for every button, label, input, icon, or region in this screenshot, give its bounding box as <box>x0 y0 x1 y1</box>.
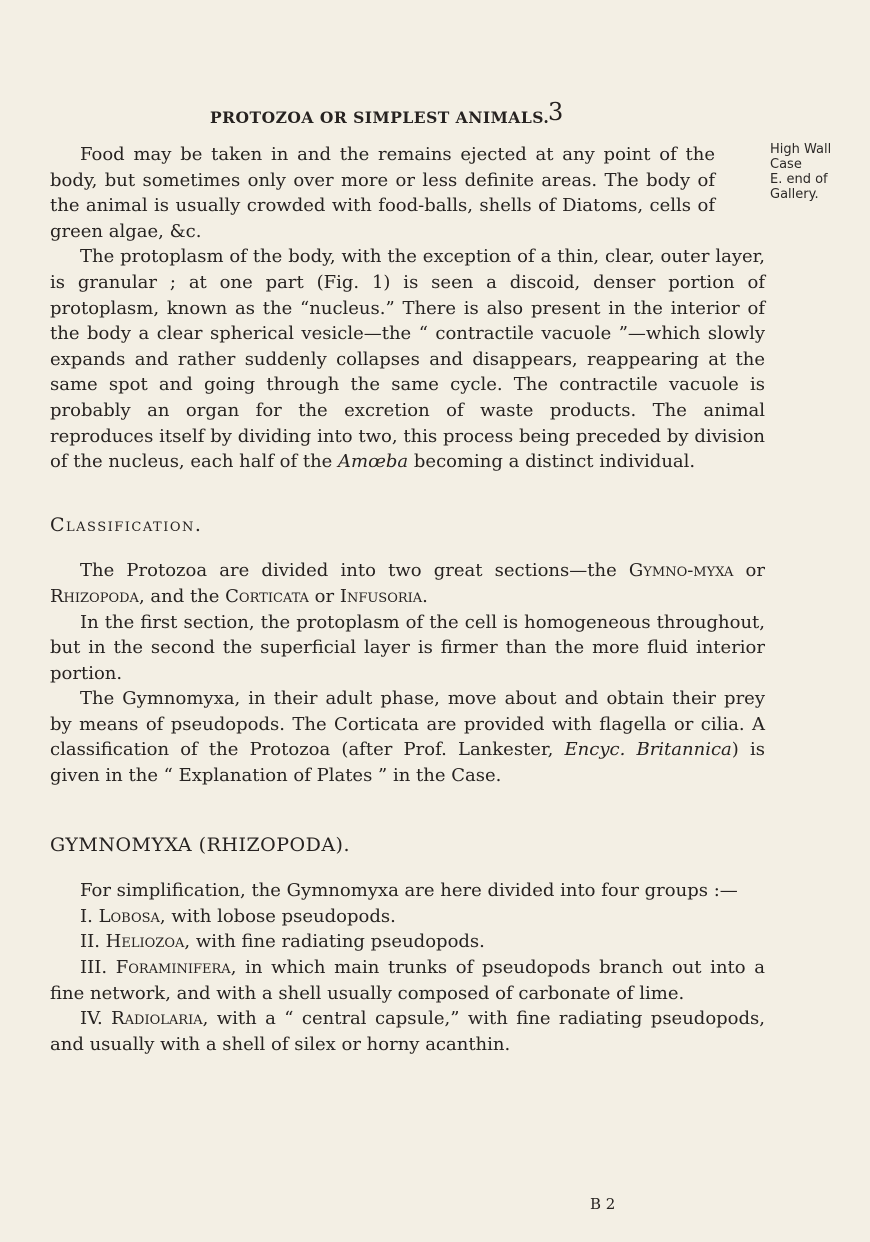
italic-term: Amœba <box>338 451 409 473</box>
group-description: , with a “ central capsule,” with fine radiating pseudopods, and usually with a shell of silex or horny acanthin. <box>50 1008 766 1055</box>
group-description: , with fine radiating pseudopods. <box>184 931 485 953</box>
section-heading-classification: Classification. <box>50 513 203 536</box>
group-number: IV. <box>80 1008 112 1030</box>
paragraph-text: or <box>308 585 340 607</box>
paragraph-text: The Gymnomyxa, in their adult phase, move about and obtain their prey by means of pseudopods. The Corticata are provided with flagella or cilia. A classification of the Protozoa (after Prof. Lankester, <box>50 688 765 761</box>
marginal-line: E. end of <box>770 172 828 187</box>
paragraph-text: The protoplasm of the body, with the exception of a thin, clear, outer layer, is granular ; at one part (Fig. 1) is seen a discoid, denser portion of protoplasm, known as the “nucleus.” There is also present in the interior of the body a clear spherical vesicle—the “ contractile vacuole ”—which slowly expands and rather suddenly collapses and disappears, reappearing at the same spot and going through the same cycle. The contractile vacuole is probably an organ for the excretion of waste products. The animal reproduces itself by dividing into two, this process being preceded by division of the nucleus, each half of the <box>50 246 765 473</box>
group-item-heliozoa <box>50 929 765 955</box>
paragraph-food: Food may be taken in and the remains ejected at any point of the body, but sometimes only over more or less definite areas. The body of the animal is usually crowded with food-balls, shells of Diatoms, cells of green algae, &c. <box>50 144 715 242</box>
group-item-radiolaria <box>50 1006 765 1057</box>
body-text <box>50 142 765 1057</box>
paragraph-text: or <box>733 560 765 582</box>
term-infusoria: Infusoria <box>339 585 423 607</box>
group-item-foraminifera <box>50 955 765 1006</box>
italic-reference: Encyc. Britannica <box>564 739 732 761</box>
term-gymnomyxa: Gymno-myxa <box>628 560 734 582</box>
group-name: Foraminifera <box>115 957 231 979</box>
paragraph-text: ) is given in the “ Explanation of Plates ” in the Case. <box>50 739 765 787</box>
paragraph-text: The Protozoa are divided into two great sections—the <box>80 560 629 582</box>
group-number: I. <box>80 905 99 927</box>
paragraph-first-section: In the first section, the protoplasm of the cell is homogeneous throughout, but in the second the superficial layer is firmer than the more fluid interior portion. <box>50 611 765 684</box>
section-heading-gymnomyxa: GYMNOMYXA (RHIZOPODA). <box>50 833 350 856</box>
paragraph-sections <box>50 558 765 609</box>
group-item-lobosa <box>50 904 765 930</box>
page-number: 3 <box>548 98 564 126</box>
paragraph-text: becoming a distinct individual. <box>408 451 696 473</box>
paragraph-groups-intro: For simplification, the Gymnomyxa are here divided into four groups :— <box>80 880 738 902</box>
paragraph-text: , and the <box>138 585 226 607</box>
marginal-line: Gallery. <box>770 187 819 202</box>
term-rhizopoda: Rhizopoda <box>50 585 139 607</box>
marginal-line: Case <box>770 157 802 172</box>
group-name: Radiolaria <box>111 1008 203 1030</box>
marginal-location-note <box>770 142 870 202</box>
paragraph-gymnomyxa-adult <box>50 686 765 788</box>
term-corticata: Corticata <box>225 585 309 607</box>
running-header <box>210 98 610 130</box>
paragraph-protoplasm <box>50 244 765 474</box>
group-number: II. <box>80 931 106 953</box>
group-name: Lobosa <box>98 905 160 927</box>
group-number: III. <box>80 957 116 979</box>
header-title: PROTOZOA OR SIMPLEST ANIMALS. <box>210 108 550 127</box>
group-description: , in which main trunks of pseudopods branch out into a fine network, and with a shell usually composed of carbonate of lime. <box>50 957 765 1004</box>
group-name: Heliozoa <box>105 931 185 953</box>
marginal-line: High Wall <box>770 142 832 157</box>
paragraph-text: . <box>422 585 428 607</box>
signature-mark: B 2 <box>590 1195 616 1213</box>
group-description: , with lobose pseudopods. <box>159 905 396 927</box>
